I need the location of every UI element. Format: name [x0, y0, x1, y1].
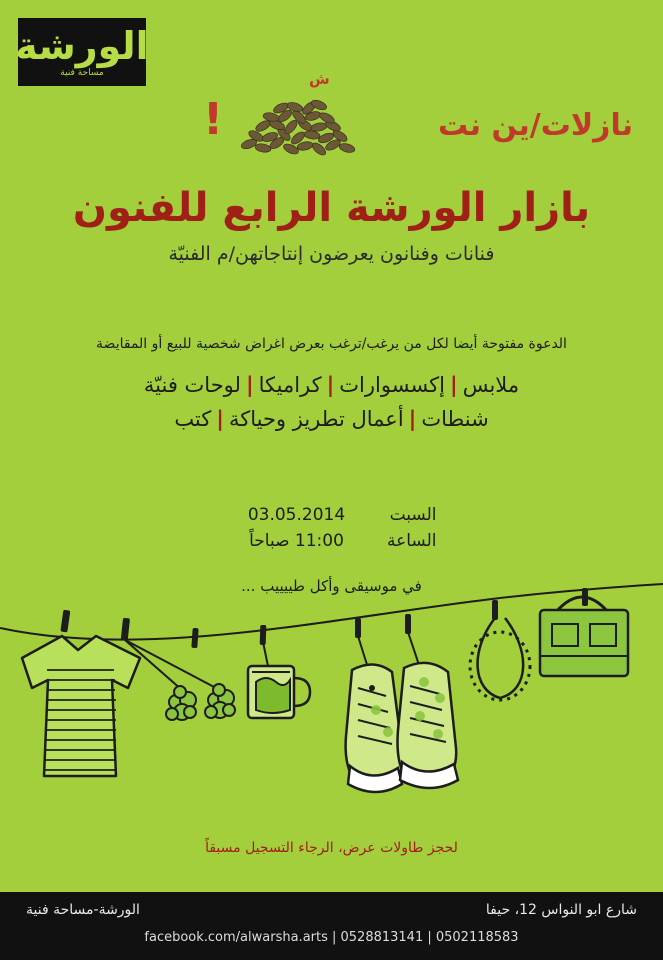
schedule-time-value: 11:00 صباحاً [249, 531, 344, 551]
separator-icon: | [408, 407, 417, 431]
mug-icon [248, 642, 310, 718]
category-item: لوحات فنيّة [143, 373, 241, 397]
exclamation-mark: ! [203, 94, 224, 145]
schedule-time-label: الساعة [386, 531, 437, 551]
schedule-day-value: 03.05.2014 [247, 505, 346, 525]
sneakers-icon [346, 632, 458, 792]
category-item: كتب [174, 407, 212, 431]
logo-block [15, 18, 149, 86]
categories-line-1 [0, 373, 663, 397]
categories-line-2 [0, 407, 663, 431]
top-headline-text: نازلات/ين نت [438, 108, 633, 143]
t-shirt-icon [22, 636, 140, 776]
footer-brand: الورشة-مساحة فنية [26, 902, 140, 918]
separator-icon: | [216, 407, 224, 431]
category-item: أعمال تطريز وحياكة [228, 407, 404, 431]
page-title: بازار الورشة الرابع للفنون [72, 185, 591, 231]
logo-tagline: مساحة فنية [60, 67, 104, 78]
handbag-icon [540, 597, 628, 676]
invitation-text: الدعوة مفتوحة أيضا لكل من يرغب/ترغب بعرض اغراض شخصية للبيع أو المقايضة [96, 336, 567, 352]
separator-icon: | [450, 373, 458, 397]
schedule-time-row [0, 531, 663, 551]
separator-icon: | [245, 373, 254, 397]
schedule-day-row [0, 505, 663, 525]
illustration-area [0, 570, 663, 870]
category-item: ملابس [462, 373, 520, 397]
seeds-illustration [231, 96, 371, 166]
page-subtitle: فنانات وفنانون يعرضون إنتاجاتهن/م الفنيّة [168, 243, 495, 265]
reservation-note: لحجز طاولات عرض، الرجاء التسجيل مسبقاً [205, 840, 458, 856]
footer-top-row [0, 902, 663, 918]
earrings-icon [125, 640, 235, 720]
necklace-icon [470, 618, 530, 700]
separator-icon: | [326, 373, 335, 397]
category-item: إكسسوارات [339, 373, 446, 397]
seeds-svg [231, 96, 371, 166]
footer-bar [0, 892, 663, 960]
top-tiny-word: ش [309, 70, 330, 88]
footer-address: شارع ابو النواس 12، حيفا [485, 902, 637, 918]
music-note: في موسيقى وأكل طييييب ... [241, 577, 422, 595]
clothesline-illustration [0, 570, 663, 870]
top-headline [193, 70, 633, 178]
schedule-day-label: السبت [389, 505, 437, 525]
category-item: كراميكا [258, 373, 322, 397]
category-item: شنطات [421, 407, 489, 431]
logo-name: الورشة [15, 23, 149, 68]
footer-contact[interactable]: facebook.com/alwarsha.arts | 0528813141 | 0502118583 [144, 930, 519, 945]
